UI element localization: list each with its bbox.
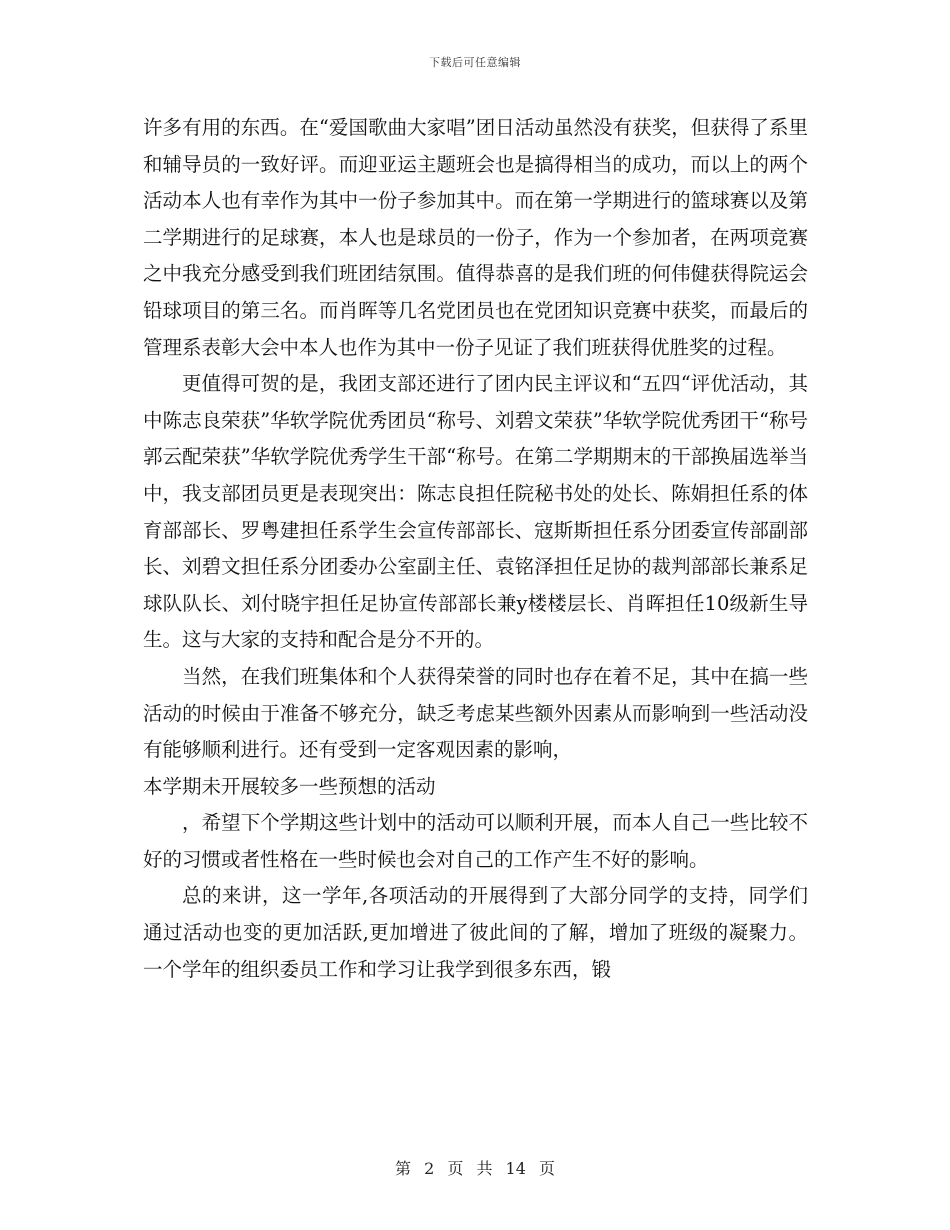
page-number-footer: 第 2 页 共 14 页 bbox=[395, 1159, 555, 1178]
paragraph-1: 许多有用的东西。在“爱国歌曲大家唱”团日活动虽然没有获奖，但获得了系里和辅导员的一致好评。而迎亚运主题班会也是搞得相当的成功，而以上的两个活动本人也有幸作为其中一份子参加其中。而在第一学期进行的篮球赛以及第二学期进行的足球赛，本人也是球员的一份子，作为一个参加者，在两项竞赛之中我充分感受到我们班团结氛围。值得恭喜的是我们班的何伟健获得院运会铅球项目的第三名。而肖晖等几名党团员也在党团知识竞赛中获奖，而最后的管理系表彰大会中本人也作为其中一份子见证了我们班获得优胜奖的过程。 bbox=[143, 116, 808, 359]
paragraph-4: ，希望下个学期这些计划中的活动可以顺利开展，而本人自己一些比较不好的习惯或者性格在一些时候也会对自己的工作产生不好的影响。 bbox=[143, 811, 808, 871]
page-header: 下载后可任意编辑 bbox=[429, 56, 521, 69]
paragraph-3-continuation: 本学期未开展较多一些预想的活动 bbox=[143, 774, 436, 798]
document-body bbox=[143, 110, 808, 988]
paragraph-2: 更值得可贺的是，我团支部还进行了团内民主评议和“五四“评优活动，其中陈志良荣获”华软学院优秀团员“称号、刘碧文荣获”华软学院优秀团干“称号郭云配荣获”华软学院优秀学生干部“称号。在第二学期期末的干部换届选举当中，我支部团员更是表现突出：陈志良担任院秘书处的处长、陈娟担任系的体育部部长、罗粤建担任系学生会宣传部部长、寇斯斯担任系分团委宣传部副部长、刘碧文担任系分团委办公室副主任、袁铭泽担任足协的裁判部部长兼系足球队队长、刘付晓宇担任足协宣传部部长兼y楼楼层长、肖晖担任10级新生导生。这与大家的支持和配合是分不开的。 bbox=[143, 372, 808, 652]
paragraph-3: 当然，在我们班集体和个人获得荣誉的同时也存在着不足，其中在搞一些活动的时候由于准备不够充分，缺乏考虑某些额外因素从而影响到一些活动没有能够顺利进行。还有受到一定客观因素的影响， bbox=[143, 664, 808, 762]
paragraph-5: 总的来讲，这一学年,各项活动的开展得到了大部分同学的支持，同学们通过活动也变的更加活跃,更加增进了彼此间的了解，增加了班级的凝聚力。一个学年的组织委员工作和学习让我学到很多东西，锻 bbox=[143, 884, 808, 981]
